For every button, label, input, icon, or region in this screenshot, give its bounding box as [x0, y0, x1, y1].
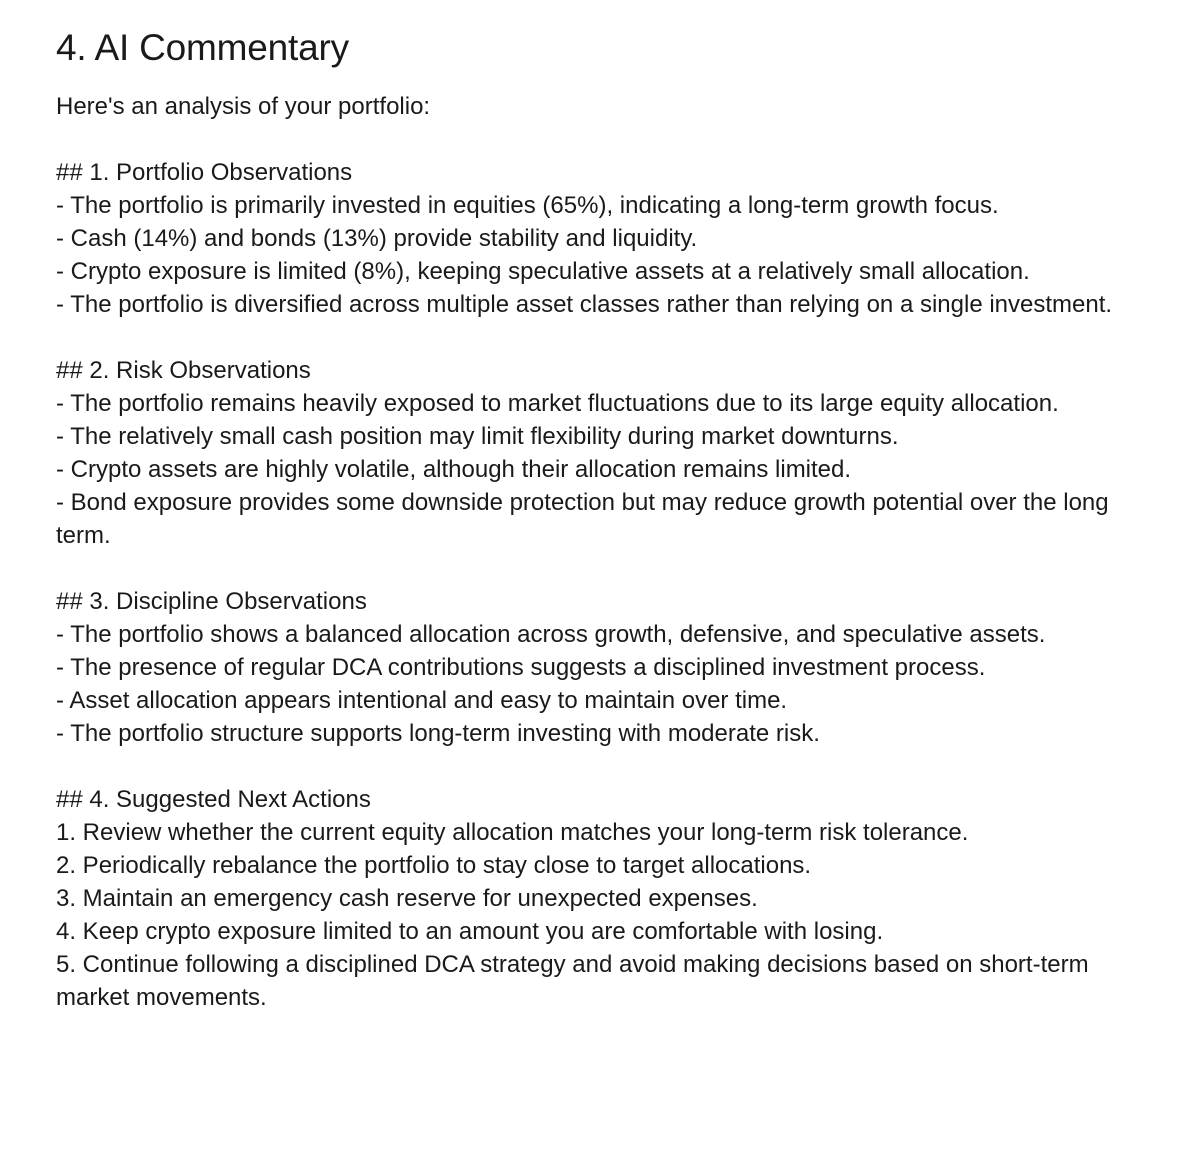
list-item: - Bond exposure provides some downside protection but may reduce growth potential over the long term.: [56, 489, 1109, 549]
section-list: [56, 816, 1144, 1014]
page-title: 4. AI Commentary: [56, 27, 349, 68]
section-heading: ## 1. Portfolio Observations: [56, 159, 353, 186]
list-item: 2. Periodically rebalance the portfolio to stay close to target allocations.: [56, 852, 812, 879]
section-risk-observations: [56, 354, 1144, 552]
section-list: [56, 618, 1144, 750]
list-item: - The portfolio shows a balanced allocation across growth, defensive, and speculative assets.: [56, 621, 1046, 648]
section-portfolio-observations: [56, 156, 1144, 321]
list-item: 5. Continue following a disciplined DCA strategy and avoid making decisions based on short-term market movements.: [56, 951, 1089, 1011]
list-item: - Asset allocation appears intentional and easy to maintain over time.: [56, 687, 788, 714]
list-item: - The portfolio is primarily invested in equities (65%), indicating a long-term growth focus.: [56, 192, 999, 219]
section-suggested-next-actions: [56, 783, 1144, 1014]
list-item: - Crypto exposure is limited (8%), keeping speculative assets at a relatively small allocation.: [56, 258, 1030, 285]
list-item: 3. Maintain an emergency cash reserve for unexpected expenses.: [56, 885, 758, 912]
list-item: - The portfolio structure supports long-term investing with moderate risk.: [56, 720, 820, 747]
section-heading: ## 2. Risk Observations: [56, 357, 311, 384]
section-heading: ## 4. Suggested Next Actions: [56, 786, 371, 813]
section-list: [56, 189, 1144, 321]
list-item: - Crypto assets are highly volatile, although their allocation remains limited.: [56, 456, 852, 483]
list-item: - The portfolio is diversified across multiple asset classes rather than relying on a single investment.: [56, 291, 1113, 318]
list-item: - The portfolio remains heavily exposed to market fluctuations due to its large equity allocation.: [56, 390, 1059, 417]
list-item: 1. Review whether the current equity allocation matches your long-term risk tolerance.: [56, 819, 969, 846]
section-heading: ## 3. Discipline Observations: [56, 588, 367, 615]
list-item: - Cash (14%) and bonds (13%) provide stability and liquidity.: [56, 225, 698, 252]
section-list: [56, 387, 1144, 552]
list-item: 4. Keep crypto exposure limited to an amount you are comfortable with losing.: [56, 918, 884, 945]
list-item: - The relatively small cash position may limit flexibility during market downturns.: [56, 423, 899, 450]
intro-text: Here's an analysis of your portfolio:: [56, 93, 431, 120]
list-item: - The presence of regular DCA contributions suggests a disciplined investment process.: [56, 654, 986, 681]
section-discipline-observations: [56, 585, 1144, 750]
